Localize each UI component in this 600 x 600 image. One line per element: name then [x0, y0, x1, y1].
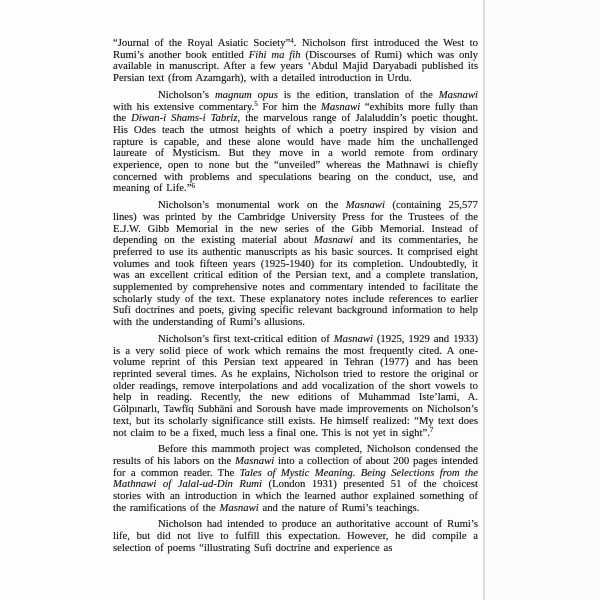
- text-run: Tales of Mystic Meaning. Being Selections from the Mathnawi of Jalal-ud-Din Rumi: [113, 466, 478, 491]
- scan-right-margin: [485, 0, 600, 600]
- footnote-marker: 5: [254, 100, 258, 109]
- text-run: and the nature of Rumi’s teachings.: [258, 501, 420, 514]
- text-run: Masnawi: [235, 454, 275, 467]
- text-run: and its commentaries, he preferred to use its authentic manuscripts as his basic sources. It comprised eight volumes and took fifteen years (1925-1940) for its completion. Undoubtedly, it was an excellent critical edition of the Persian text, and a complete translation, supplemented by comprehensive notes and commentary intended to facilitate the scholarly study of the text. These explanatory notes include references to earlier Sufi doctrines and poets, giving specific relevant background information to help with the understanding of Rumi’s allusions.: [113, 234, 478, 329]
- paragraph-1: [113, 38, 478, 85]
- footnote-marker: 6: [191, 182, 195, 191]
- text-run: Before this mammoth project was completed, Nicholson condensed the results of his labors on the: [113, 443, 478, 467]
- text-run: Nicholson’s: [158, 88, 215, 101]
- text-run: (containing 25,577 lines) was printed by the Cambridge University Press for the Trustees of the E.J.W. Gibb Memorial in the new series of the Gibb Memorial. Instead of depending on the existing material about: [113, 199, 478, 247]
- text-run: into a collection of about 200 pages intended for a common reader. The: [113, 454, 478, 479]
- footnote-marker: 7: [429, 426, 434, 435]
- text-run: . Nicholson first introduced the West to Rumi’s another book entitled: [113, 37, 478, 61]
- text-run: (1925, 1929 and 1933) is a very solid piece of work which remains the most frequently cited. A one-volume reprint of this Persian text appeared in Tehran (1977) and has been reprinted several times. As he explains, Nicholson tried to restore the original or older readings, remove interpolations and add vocalization of the short vowels to help in reading. Recently, the new editions of Muhammad Iste’lami, A. Gölpınarlı, Tawfīq Subhāni and Soroush have made improvements on Nicholson’s text, but its scholarly significance still exists. He himself realized: “My text does not claim to be a fixed, much less a final one. This is not yet in sight”.: [113, 332, 478, 439]
- footnote-marker: 4: [290, 36, 294, 45]
- text-run: is the edition, translation of the: [277, 88, 439, 101]
- text-run: Masnawi: [320, 100, 361, 113]
- text-run: Masnawi: [219, 501, 259, 514]
- paragraph-5: [113, 444, 478, 514]
- paragraph-2: [113, 90, 478, 195]
- text-run: Masnawi: [345, 199, 385, 212]
- text-run: , the marvelous range of Jalaluddin’s poetic thought. His Odes teach the utmost heights of which a poetry inspired by vision and rapture is capable, and these alone would have made him the unchallenged laureate of Mysticism. But they move in a world remote from ordinary experience, open to none but the “unveiled” whereas the Mathnawi is chiefly concerned with problems and speculations bearing on the conduct, use, and meaning of Life.”: [113, 112, 478, 195]
- text-run: Nicholson’s first text-critical edition of: [158, 332, 334, 345]
- paragraph-4: [113, 334, 478, 439]
- text-run: Masnawi: [333, 332, 373, 345]
- text-run: magnum opus: [214, 88, 278, 101]
- text-run: (London 1931) presented 51 of the choicest stories with an introduction in which the learned author explained something of the ramifications of the: [113, 478, 478, 514]
- text-run: Nicholson had intended to produce an authoritative account of Rumi’s life, but did not live to fulfill this expectation. However, he did compile a selection of poems “illustrating Sufi doctrine and experience as: [113, 518, 478, 554]
- text-run: with his extensive commentary.: [113, 100, 255, 113]
- text-run: “Journal of the Royal Asiatic Society”: [113, 37, 291, 49]
- paragraph-6: [113, 519, 478, 554]
- text-run: (Discourses of Rumi) which was only available in manuscript. After a few years ‘Abdul Majid Daryabadi published its Persian text (from Azamgarh), with a detailed introduction in Urdu.: [113, 48, 479, 85]
- text-run: Diwan-i Shams-i Tabriz: [131, 112, 238, 125]
- paragraph-3: [113, 200, 478, 329]
- text-run: Fihi ma fih: [248, 48, 301, 61]
- page-text-block: [113, 38, 478, 560]
- text-run: Nicholson’s monumental work on the: [158, 199, 346, 212]
- text-run: “exhibits more fully than the: [113, 100, 479, 125]
- text-run: For him the: [257, 100, 321, 113]
- page-edge-line: [483, 0, 485, 600]
- text-run: Masnawi: [438, 88, 478, 101]
- text-run: Masnawi: [313, 234, 354, 247]
